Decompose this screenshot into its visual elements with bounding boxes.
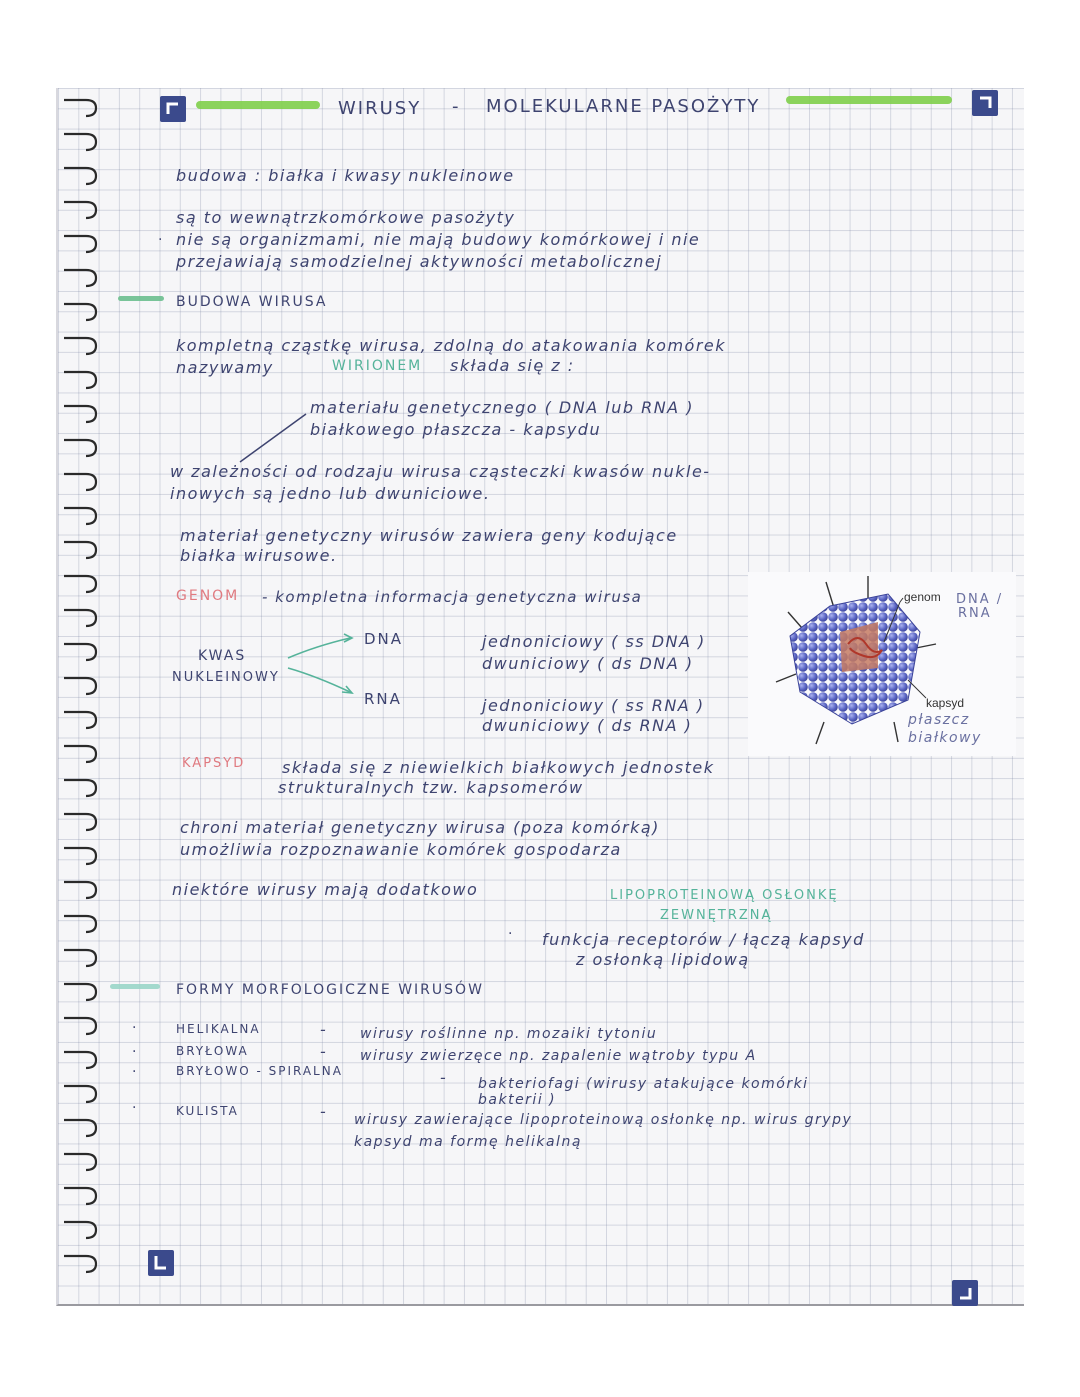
kapsyd-label: KAPSYD xyxy=(182,756,246,771)
forma-desc-4: wirusy zawierające lipoproteinową osłonkę np. wirus grypy xyxy=(354,1112,853,1128)
wirion-term: WIRIONEM xyxy=(332,358,423,374)
forma-name-1: HELIKALNA xyxy=(176,1022,261,1036)
dna-label: DNA xyxy=(364,630,404,648)
rna-label: RNA xyxy=(364,690,402,708)
forma-desc-3b: bakterii ) xyxy=(478,1092,557,1108)
forma-name-3: BRYŁOWO - SPIRALNA xyxy=(176,1064,343,1078)
section-marker-budowa xyxy=(118,296,164,301)
title-right: MOLEKULARNE PASOŻYTY xyxy=(486,96,761,117)
rna-double: dwuniciowy ( ds RNA ) xyxy=(482,716,693,735)
budowa-p2c: składa się z : xyxy=(450,356,575,375)
forma-desc-4b: kapsyd ma formę helikalną xyxy=(354,1134,582,1150)
bullet: · xyxy=(132,1064,137,1080)
forma-name-4: KULISTA xyxy=(176,1104,239,1118)
figure-genom-label: genom xyxy=(904,590,941,604)
intro-line-3: przejawiają samodzielnej aktywności metabolicznej xyxy=(176,252,663,271)
bullet: · xyxy=(158,232,163,248)
corner-marker-bottom-left xyxy=(148,1250,174,1276)
figure-genom-note-2: RNA xyxy=(958,606,992,621)
section-marker-formy xyxy=(110,984,160,989)
title-dash: - xyxy=(452,96,461,117)
bullet: · xyxy=(508,926,513,942)
kapsyd-niektore: niektóre wirusy mają dodatkowo xyxy=(172,880,479,899)
spiral-binding xyxy=(58,90,108,1300)
kapsyd-funkcja-1: funkcja receptorów / łączą kapsyd xyxy=(542,930,865,949)
genom-text: - kompletna informacja genetyczna wirusa xyxy=(262,588,643,606)
forma-dash-4: - xyxy=(320,1102,328,1121)
intro-line-1: są to wewnątrzkomórkowe pasożyty xyxy=(176,208,516,227)
figure-genom-note-1: DNA / xyxy=(956,592,1004,607)
kapsyd-line-2: strukturalnych tzw. kapsomerów xyxy=(278,778,584,797)
forma-dash-2: - xyxy=(320,1042,328,1061)
lipoprotein-envelope: LIPOPROTEINOWĄ OSŁONKĘ xyxy=(610,888,839,903)
kwas-label-2: NUKLEINOWY xyxy=(172,670,280,685)
corner-marker-bottom-right xyxy=(952,1280,978,1306)
budowa-p3: w zależności od rodzaju wirusa cząsteczki kwasów nukle- xyxy=(170,462,711,481)
intro-budowa: budowa : białka i kwasy nukleinowe xyxy=(176,166,515,185)
title-left: WIRUSY xyxy=(338,98,422,119)
branch-arrows xyxy=(286,632,366,698)
intro-line-2: nie są organizmami, nie mają budowy komórkowej i nie xyxy=(176,230,701,249)
forma-dash-3: - xyxy=(440,1068,448,1087)
bullet: · xyxy=(132,1100,137,1116)
genom-label: GENOM xyxy=(176,588,240,604)
forma-desc-2: wirusy zwierzęce np. zapalenie wątroby typu A xyxy=(360,1048,757,1064)
dna-double: dwuniciowy ( ds DNA ) xyxy=(482,654,694,673)
title-highlight-left xyxy=(196,101,320,109)
budowa-p4: inowych są jedno lub dwuniciowe. xyxy=(170,484,491,503)
forma-desc-1: wirusy roślinne np. mozaiki tytoniu xyxy=(360,1026,658,1042)
figure-kapsyd-label: kapsyd xyxy=(926,696,965,710)
kapsyd-funkcja-2: z osłonką lipidową xyxy=(576,950,750,969)
bullet: · xyxy=(132,1020,137,1036)
budowa-item-1: materiału genetycznego ( DNA lub RNA ) xyxy=(310,398,694,417)
budowa-p5: materiał genetyczny wirusów zawiera geny kodujące xyxy=(180,526,678,545)
forma-name-2: BRYŁOWA xyxy=(176,1044,249,1058)
corner-marker-top-right xyxy=(972,90,998,116)
forma-dash-1: - xyxy=(320,1020,328,1039)
figure-kapsyd-note-2: białkowy xyxy=(908,730,982,746)
budowa-p6: białka wirusowe. xyxy=(180,546,338,565)
budowa-wirusa-heading: BUDOWA WIRUSA xyxy=(176,294,328,310)
dna-single: jednoniciowy ( ss DNA ) xyxy=(482,632,706,651)
corner-marker-top-left xyxy=(160,96,186,122)
kapsyd-line-1: składa się z niewielkich białkowych jednostek xyxy=(282,758,715,777)
budowa-item-2: białkowego płaszcza - kapsydu xyxy=(310,420,602,439)
budowa-p1: kompletną cząstkę wirusa, zdolną do atakowania komórek xyxy=(176,336,727,355)
rna-single: jednoniciowy ( ss RNA ) xyxy=(482,696,705,715)
bullet: · xyxy=(132,1044,137,1060)
lipoprotein-envelope-2: ZEWNĘTRZNĄ xyxy=(660,908,773,923)
kwas-label-1: KWAS xyxy=(198,648,247,664)
kapsyd-chroni: chroni materiał genetyczny wirusa (poza komórką) xyxy=(180,818,660,837)
figure-kapsyd-note-1: płaszcz xyxy=(908,712,970,728)
formy-heading: FORMY MORFOLOGICZNE WIRUSÓW xyxy=(176,982,484,998)
forma-desc-3: bakteriofagi (wirusy atakujące komórki xyxy=(478,1076,809,1092)
kapsyd-umozliwia: umożliwia rozpoznawanie komórek gospodarza xyxy=(180,840,622,859)
budowa-p2a: nazywamy xyxy=(176,358,274,377)
connector-line xyxy=(238,412,308,464)
title-highlight-right xyxy=(786,96,952,104)
